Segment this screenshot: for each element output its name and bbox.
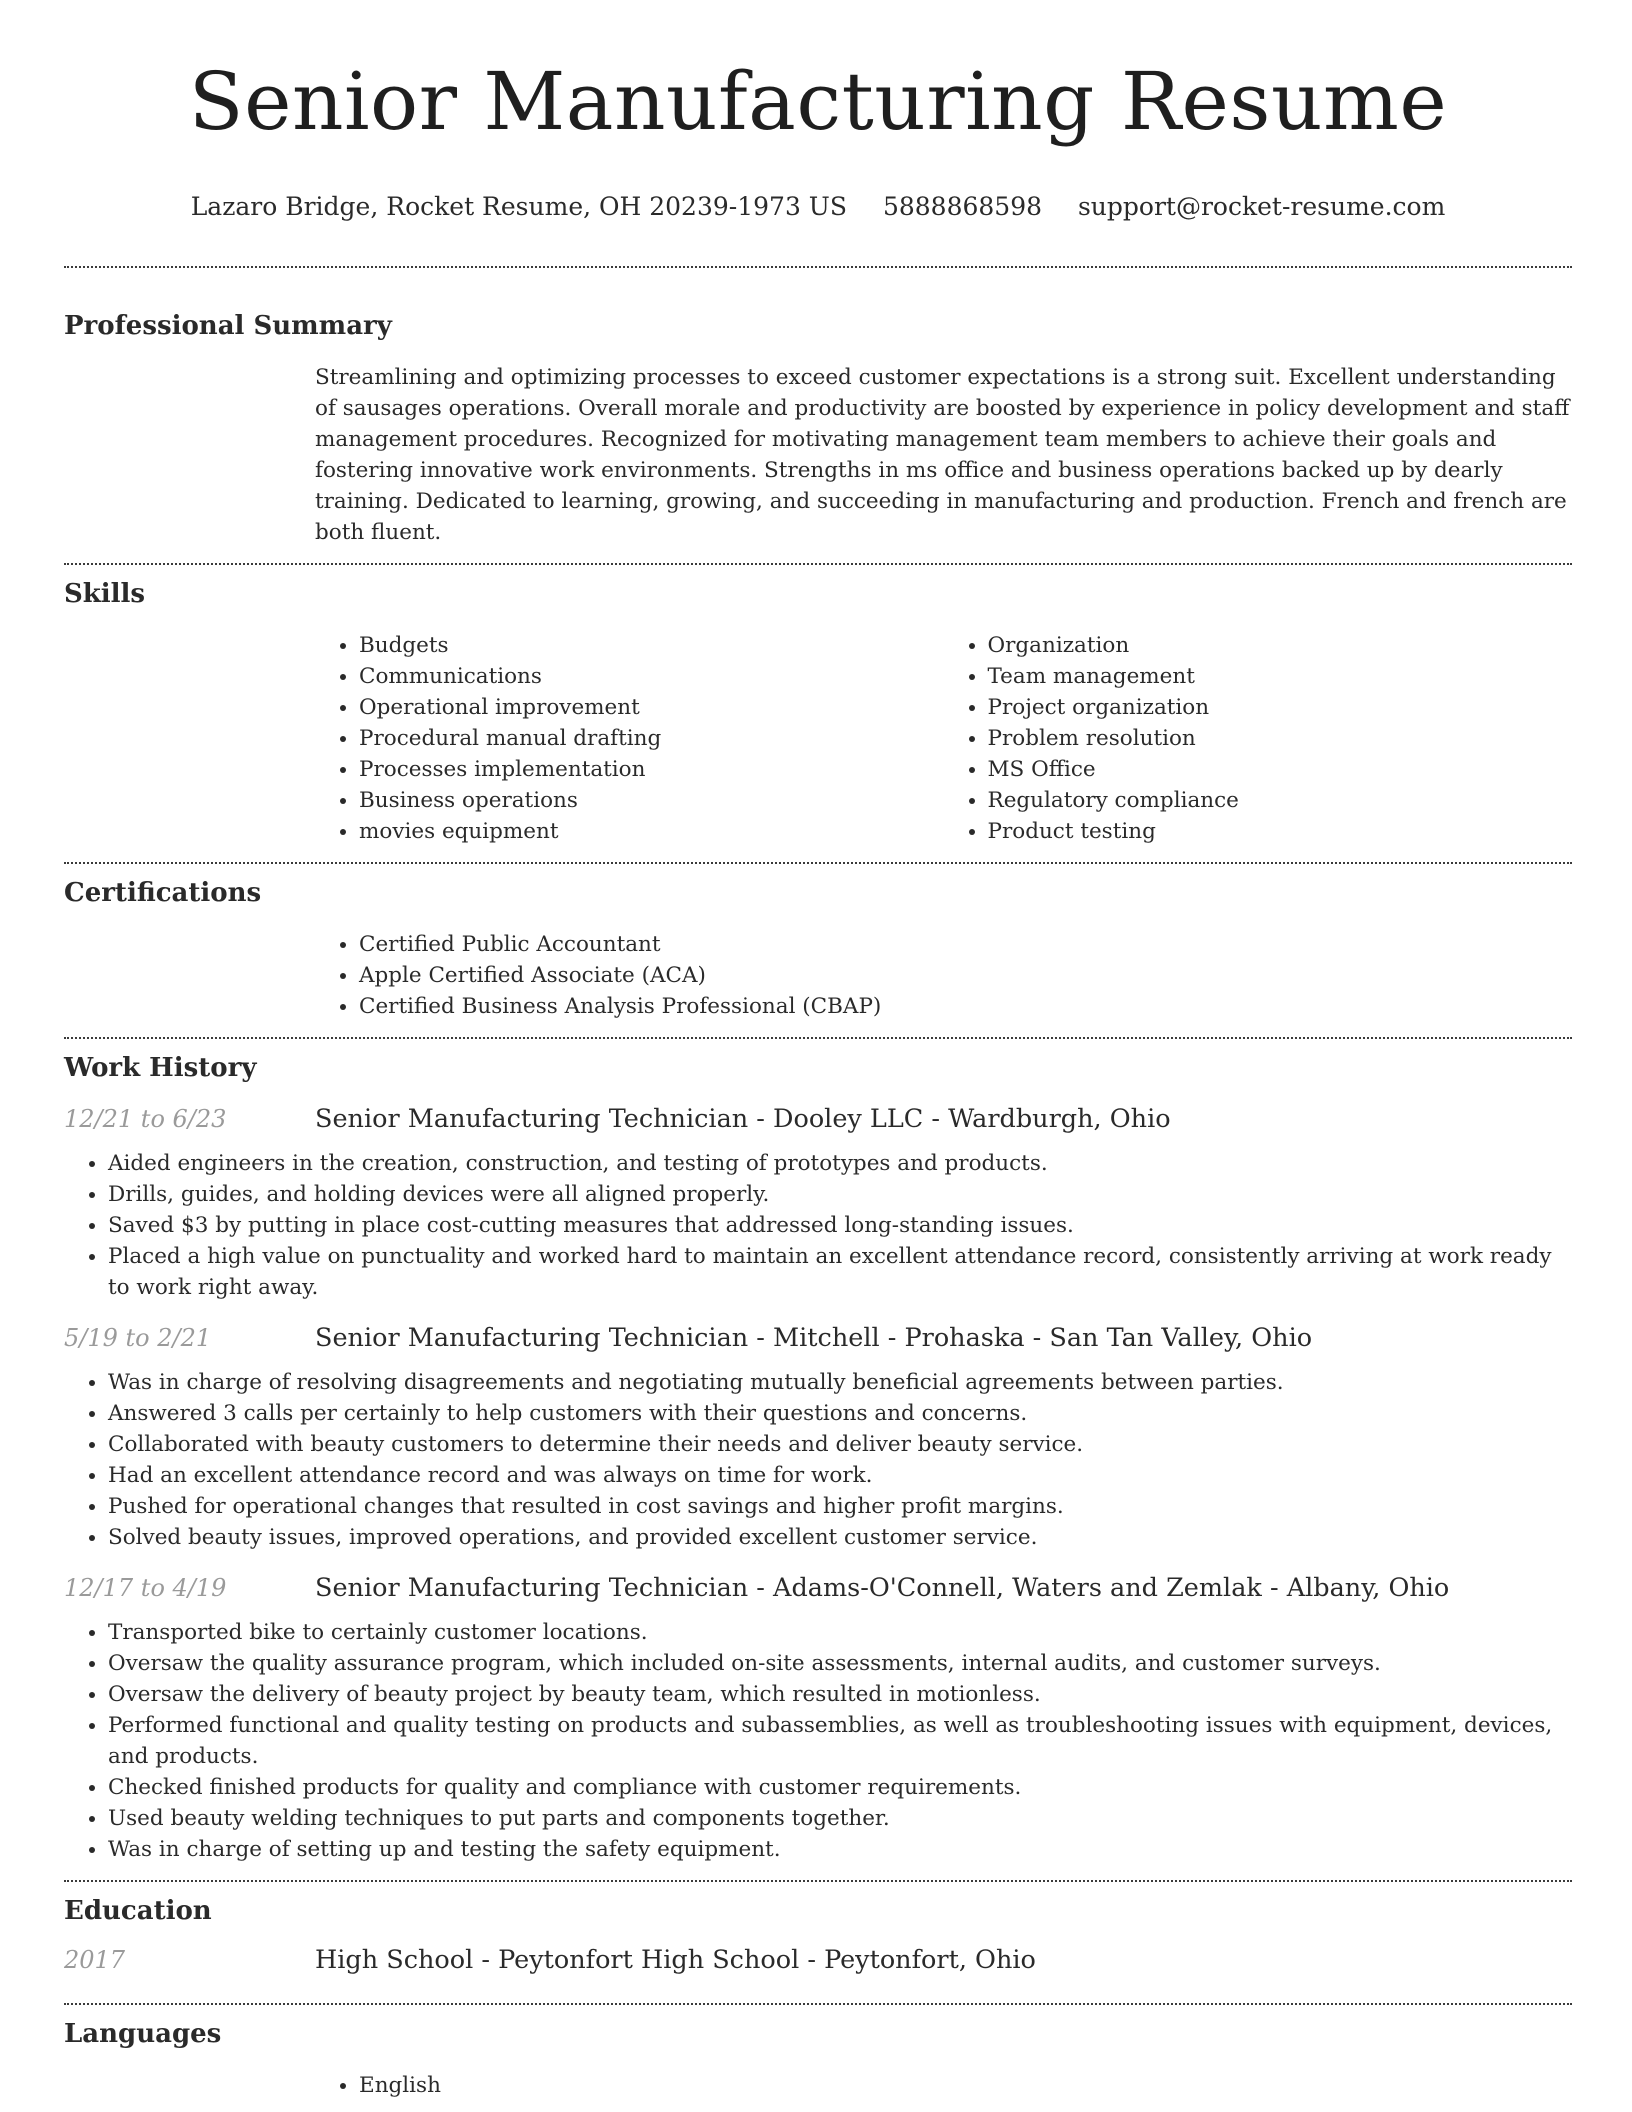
job-dates: 12/17 to 4/19 xyxy=(64,1574,227,1602)
job-bullet: • Oversaw the quality assurance program, which included on-site assessments, internal audits, and customer surveys. xyxy=(108,1648,1572,1679)
skill-item: • MS Office xyxy=(988,754,1573,785)
skills-content xyxy=(315,630,1572,847)
job-bullets xyxy=(64,1148,1572,1303)
job-bullet: • Answered 3 calls per certainly to help customers with their questions and concerns. xyxy=(108,1398,1572,1429)
section-divider xyxy=(64,2003,1572,2005)
job-dates: 5/19 to 2/21 xyxy=(64,1324,212,1352)
skills-section xyxy=(64,576,1572,847)
languages-heading: Languages xyxy=(64,2019,222,2049)
education-year: 2017 xyxy=(64,1946,126,1974)
skill-item: • Processes implementation xyxy=(359,754,944,785)
job-bullet: • Saved $3 by putting in place cost-cutting measures that addressed long-standing issues. xyxy=(108,1210,1572,1241)
job-bullet: • Solved beauty issues, improved operations, and provided excellent customer service. xyxy=(108,1522,1572,1553)
job-bullet: • Aided engineers in the creation, construction, and testing of prototypes and products. xyxy=(108,1148,1572,1179)
education-entry xyxy=(64,1945,1572,1989)
job-bullet: • Placed a high value on punctuality and worked hard to maintain an excellent attendance record, consistently arriving at work ready to work right away. xyxy=(108,1241,1572,1303)
education-section xyxy=(64,1893,1572,1989)
work-history-heading: Work History xyxy=(64,1053,257,1083)
skill-item: • Product testing xyxy=(988,816,1573,847)
section-divider xyxy=(64,563,1572,565)
work-history-section xyxy=(64,1050,1572,1865)
languages-content xyxy=(315,2070,1572,2101)
section-divider xyxy=(64,862,1572,864)
summary-heading: Professional Summary xyxy=(64,311,392,341)
job-title: Senior Manufacturing Technician - Adams-O'Connell, Waters and Zemlak - Albany, Ohio xyxy=(315,1573,1450,1603)
section-divider xyxy=(64,266,1572,268)
summary-section xyxy=(64,308,1572,548)
job-bullet: • Transported bike to certainly customer locations. xyxy=(108,1617,1572,1648)
job-bullet: • Performed functional and quality testing on products and subassemblies, as well as troubleshooting issues with equipment, devices, and products. xyxy=(108,1710,1572,1772)
certifications-content xyxy=(315,929,1572,1022)
contact-email: support@rocket-resume.com xyxy=(1077,192,1446,221)
job-bullet: • Collaborated with beauty customers to determine their needs and deliver beauty service. xyxy=(108,1429,1572,1460)
summary-text: Streamlining and optimizing processes to exceed customer expectations is a strong suit. Excellent understanding of sausages operations. Overall morale and productivity are boosted by experience in policy development and staff management procedures. Recognized for motivating management team members to achieve their goals and fostering innovative work environments. Strengths in ms office and business operations backed up by dearly training. Dedicated to learning, growing, and succeeding in manufacturing and production. French and french are both fluent. xyxy=(315,365,1570,545)
skill-item: • Operational improvement xyxy=(359,692,944,723)
job-bullet: • Oversaw the delivery of beauty project by beauty team, which resulted in motionless. xyxy=(108,1679,1572,1710)
job-bullet: • Pushed for operational changes that resulted in cost savings and higher profit margins. xyxy=(108,1491,1572,1522)
language-item: • English xyxy=(359,2070,1572,2101)
section-divider xyxy=(64,1037,1572,1039)
job-entry xyxy=(64,1323,1572,1553)
certification-item: • Certified Business Analysis Professional (CBAP) xyxy=(359,991,1572,1022)
job-bullets xyxy=(64,1367,1572,1553)
section-divider xyxy=(64,1880,1572,1882)
skill-item: • Team management xyxy=(988,661,1573,692)
contact-line xyxy=(64,190,1572,224)
resume-title: Senior Manufacturing Resume xyxy=(188,55,1448,148)
certifications-heading: Certifications xyxy=(64,878,262,908)
skills-list-left xyxy=(315,630,944,847)
skills-heading: Skills xyxy=(64,579,146,609)
education-heading: Education xyxy=(64,1896,212,1926)
job-bullet: • Used beauty welding techniques to put parts and components together. xyxy=(108,1803,1572,1834)
resume-page xyxy=(64,0,1572,2101)
skill-item: • Budgets xyxy=(359,630,944,661)
job-header xyxy=(64,1104,1572,1148)
languages-section xyxy=(64,2016,1572,2101)
languages-list xyxy=(315,2070,1572,2101)
skill-item: • Communications xyxy=(359,661,944,692)
education-title: High School - Peytonfort High School - Peytonfort, Ohio xyxy=(315,1945,1036,1975)
skill-item: • Business operations xyxy=(359,785,944,816)
job-bullets xyxy=(64,1617,1572,1865)
job-header xyxy=(64,1323,1572,1367)
job-title: Senior Manufacturing Technician - Dooley LLC - Wardburgh, Ohio xyxy=(315,1104,1171,1134)
job-bullet: • Checked finished products for quality and compliance with customer requirements. xyxy=(108,1772,1572,1803)
skill-item: • movies equipment xyxy=(359,816,944,847)
skill-item: • Problem resolution xyxy=(988,723,1573,754)
skill-item: • Procedural manual drafting xyxy=(359,723,944,754)
job-bullet: • Was in charge of setting up and testing the safety equipment. xyxy=(108,1834,1572,1865)
job-bullet: • Drills, guides, and holding devices were all aligned properly. xyxy=(108,1179,1572,1210)
job-entry xyxy=(64,1573,1572,1865)
skill-item: • Organization xyxy=(988,630,1573,661)
summary-content xyxy=(315,362,1572,548)
certifications-section xyxy=(64,875,1572,1022)
skill-item: • Regulatory compliance xyxy=(988,785,1573,816)
job-dates: 12/21 to 6/23 xyxy=(64,1105,227,1133)
job-bullet: • Had an excellent attendance record and was always on time for work. xyxy=(108,1460,1572,1491)
certification-item: • Apple Certified Associate (ACA) xyxy=(359,960,1572,991)
job-bullet: • Was in charge of resolving disagreements and negotiating mutually beneficial agreements between parties. xyxy=(108,1367,1572,1398)
skill-item: • Project organization xyxy=(988,692,1573,723)
job-entry xyxy=(64,1104,1572,1303)
contact-phone: 5888868598 xyxy=(882,192,1043,221)
job-header xyxy=(64,1573,1572,1617)
skills-list-right xyxy=(944,630,1573,847)
certification-item: • Certified Public Accountant xyxy=(359,929,1572,960)
job-title: Senior Manufacturing Technician - Mitchell - Prohaska - San Tan Valley, Ohio xyxy=(315,1323,1313,1353)
certifications-list xyxy=(315,929,1572,1022)
contact-address: Lazaro Bridge, Rocket Resume, OH 20239-1973 US xyxy=(190,192,847,221)
